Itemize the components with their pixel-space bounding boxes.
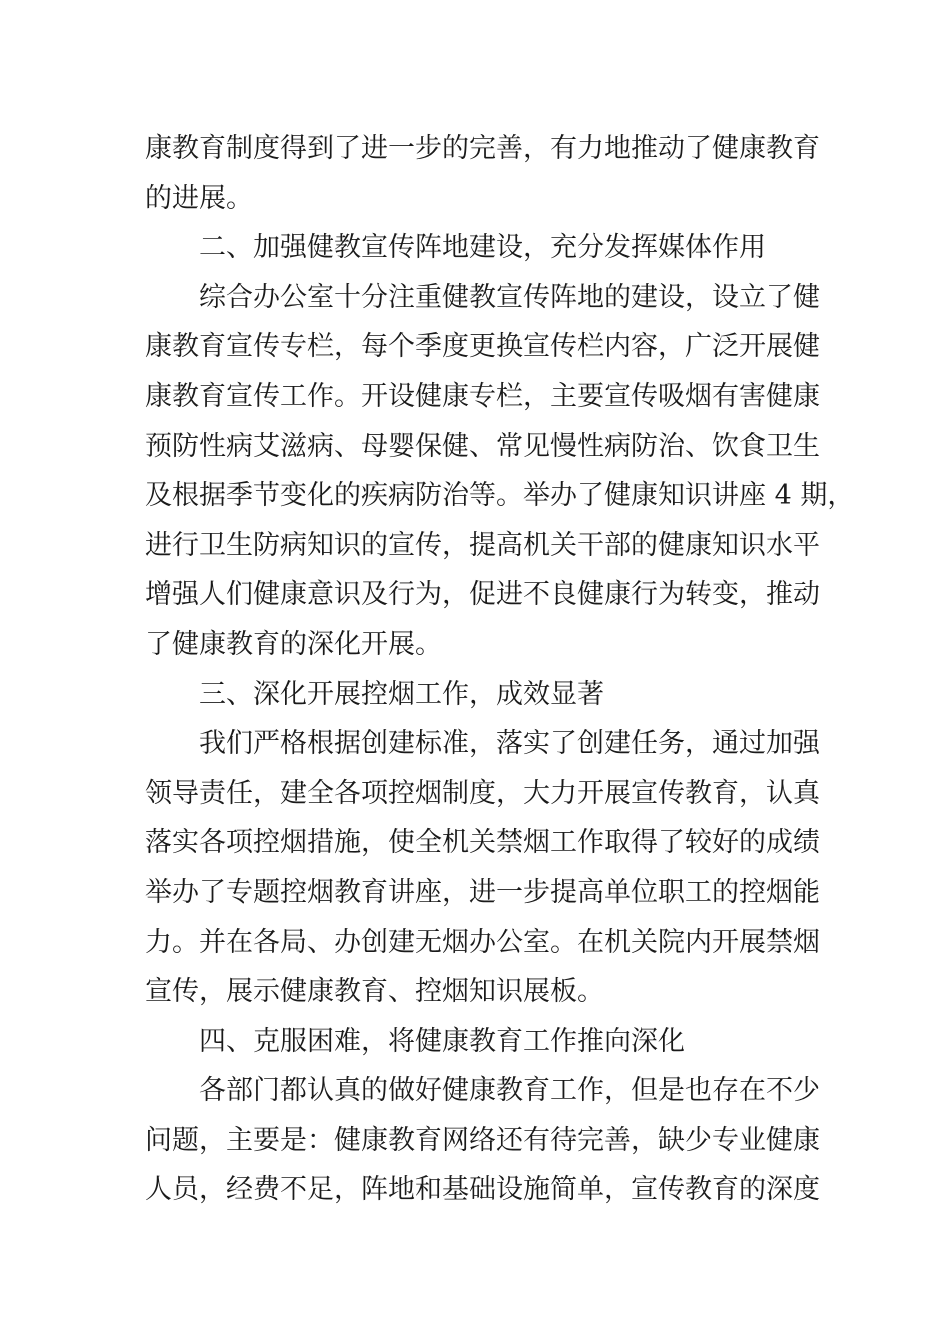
section-heading-2: 二、加强健教宣传阵地建设，充分发挥媒体作用 xyxy=(199,232,766,264)
section-heading-4: 四、克服困难，将健康教育工作推向深化 xyxy=(199,1025,685,1057)
text-line: 增强人们健康意识及行为，促进不良健康行为转变，推动 xyxy=(145,579,820,611)
text-line: 及根据季节变化的疾病防治等。举办了健康知识讲座 4 期， xyxy=(145,480,855,512)
text-line: 领导责任，建全各项控烟制度，大力开展宣传教育，认真 xyxy=(145,777,820,809)
text-line: 康教育宣传专栏，每个季度更换宣传栏内容，广泛开展健 xyxy=(145,331,820,363)
body-text xyxy=(145,124,855,1215)
text-line: 举办了专题控烟教育讲座，进一步提高单位职工的控烟能 xyxy=(145,876,820,908)
text-line: 人员，经费不足，阵地和基础设施简单，宣传教育的深度 xyxy=(145,1174,820,1206)
text-line: 各部门都认真的做好健康教育工作，但是也存在不少 xyxy=(199,1075,820,1107)
text-line: 了健康教育的深化开展。 xyxy=(145,628,442,660)
text-line: 康教育宣传工作。开设健康专栏，主要宣传吸烟有害健康 xyxy=(145,380,820,412)
text-line: 预防性病艾滋病、母婴保健、常见慢性病防治、饮食卫生 xyxy=(145,430,820,462)
section-heading-3: 三、深化开展控烟工作，成效显著 xyxy=(199,678,604,710)
text-line: 的进展。 xyxy=(145,182,253,214)
text-line: 进行卫生防病知识的宣传，提高机关干部的健康知识水平 xyxy=(145,529,820,561)
text-line: 问题，主要是：健康教育网络还有待完善，缺少专业健康 xyxy=(145,1124,820,1156)
text-line: 综合办公室十分注重健教宣传阵地的建设，设立了健 xyxy=(199,281,820,313)
text-line: 宣传，展示健康教育、控烟知识展板。 xyxy=(145,976,604,1008)
text-line: 康教育制度得到了进一步的完善，有力地推动了健康教育 xyxy=(145,133,820,164)
text-line: 我们严格根据创建标准，落实了创建任务，通过加强 xyxy=(199,728,820,760)
text-line: 落实各项控烟措施，使全机关禁烟工作取得了较好的成绩 xyxy=(145,827,820,859)
text-line: 力。并在各局、办创建无烟办公室。在机关院内开展禁烟 xyxy=(145,926,820,958)
